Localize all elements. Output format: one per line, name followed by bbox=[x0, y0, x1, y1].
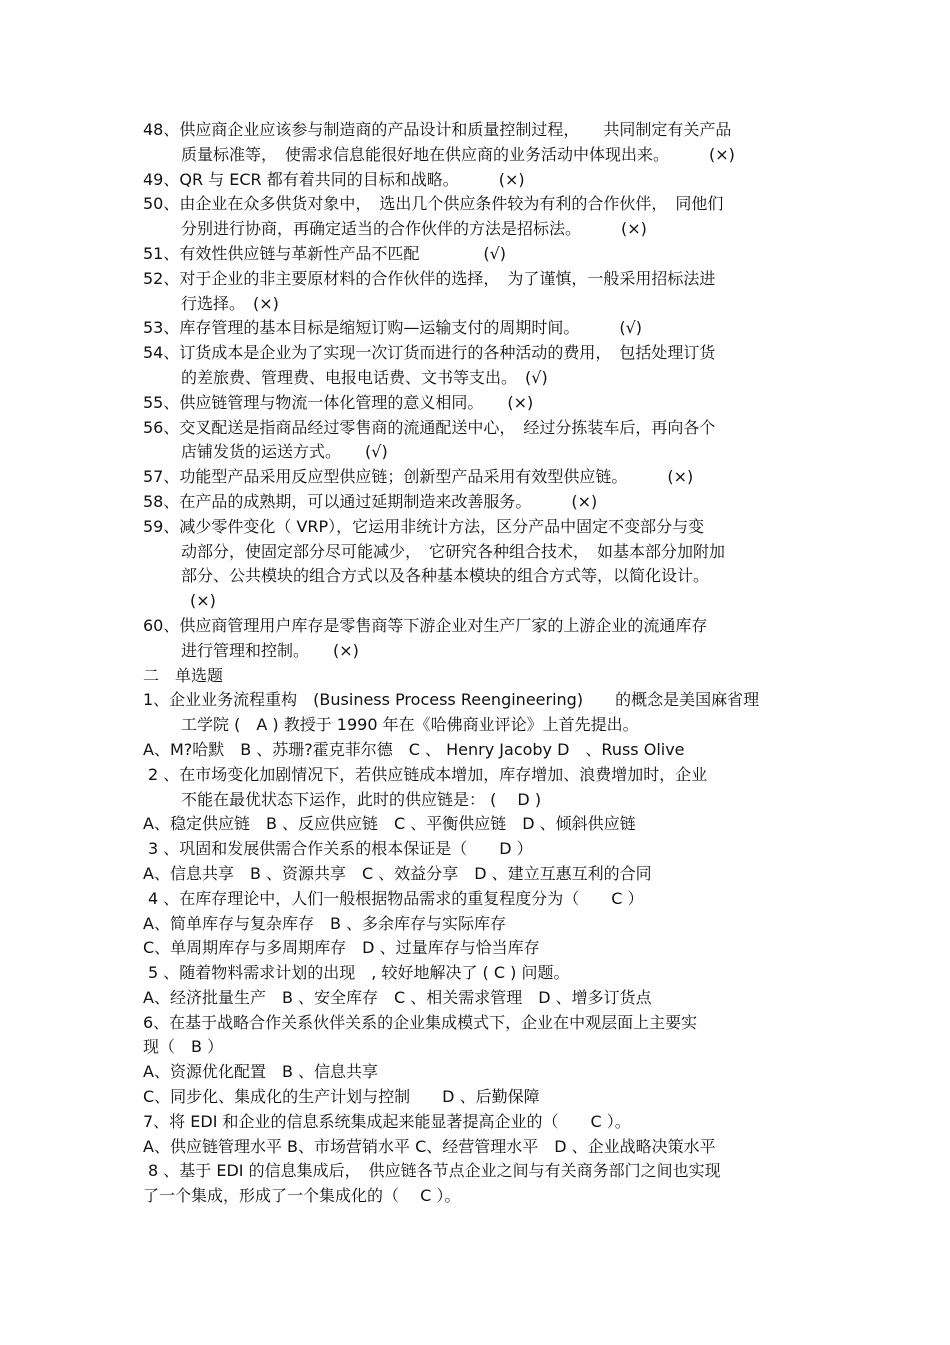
text-line: A、供应链管理水平 B、市场营销水平 C、经营管理水平 D 、企业战略决策水平 bbox=[143, 1136, 716, 1156]
text-line: 分别进行协商，再确定适当的合作伙伴的方法是招标法。 (×) bbox=[181, 219, 647, 239]
text-line: 了一个集成，形成了一个集成化的（ C ）。 bbox=[143, 1186, 461, 1206]
text-line: 二 单选题 bbox=[143, 665, 224, 685]
text-line: A、经济批量生产 B 、安全库存 C 、相关需求管理 D 、增多订货点 bbox=[143, 987, 652, 1007]
text-line: 51、有效性供应链与革新性产品不匹配 (√) bbox=[143, 243, 507, 263]
text-line: 3 、巩固和发展供需合作关系的根本保证是（ D ） bbox=[148, 839, 533, 859]
document-body bbox=[143, 118, 813, 1209]
text-line: A、稳定供应链 B 、反应供应链 C 、平衡供应链 D 、倾斜供应链 bbox=[143, 814, 636, 834]
text-line: 4 、在库存理论中，人们一般根据物品需求的重复程度分为（ C ） bbox=[148, 888, 644, 908]
text-line: 质量标准等， 使需求信息能很好地在供应商的业务活动中体现出来。 (×) bbox=[181, 144, 735, 164]
text-line: 2 、在市场变化加剧情况下，若供应链成本增加，库存增加、浪费增加时，企业 bbox=[148, 764, 708, 784]
text-line: 50、由企业在众多供货对象中， 选出几个供应条件较为有利的合作伙伴， 同他们 bbox=[143, 194, 724, 214]
text-line: (×) bbox=[190, 591, 216, 611]
text-line: 6、在基于战略合作关系伙伴关系的企业集成模式下，企业在中观层面上主要实 bbox=[143, 1012, 698, 1032]
text-line: 48、供应商企业应该参与制造商的产品设计和质量控制过程， 共同制定有关产品 bbox=[143, 120, 732, 139]
text-line: 动部分，使固定部分尽可能减少， 它研究各种组合技术， 如基本部分加附加 bbox=[181, 541, 726, 561]
text-line: 49、QR 与 ECR 都有着共同的目标和战略。 (×) bbox=[143, 169, 525, 189]
text-line: 59、减少零件变化（ VRP），它运用非统计方法，区分产品中固定不变部分与变 bbox=[143, 516, 705, 536]
text-line: A、M?哈默 B 、苏珊?霍克菲尔德 C 、 Henry Jacoby D 、Russ Olive bbox=[143, 739, 685, 759]
text-line: 5 、随着物料需求计划的出现 , 较好地解决了 ( C ) 问题。 bbox=[148, 963, 570, 983]
text-line: 部分、公共模块的组合方式以及各种基本模块的组合方式等，以简化设计。 bbox=[181, 566, 710, 586]
text-line: 8 、基于 EDI 的信息集成后， 供应链各节点企业之间与有关商务部门之间也实现 bbox=[148, 1161, 721, 1181]
text-line: 58、在产品的成熟期，可以通过延期制造来改善服务。 (×) bbox=[143, 491, 598, 511]
text-line: 店铺发货的运送方式。 (√) bbox=[181, 442, 388, 462]
text-line: 7、将 EDI 和企业的信息系统集成起来能显著提高企业的（ C ）。 bbox=[143, 1111, 631, 1131]
text-line: C、同步化、集成化的生产计划与控制 D 、后勤保障 bbox=[143, 1087, 540, 1107]
text-line: 行选择。 (×) bbox=[181, 293, 279, 313]
text-line: A、资源优化配置 B 、信息共享 bbox=[143, 1062, 379, 1082]
text-line: 52、对于企业的非主要原材料的合作伙伴的选择， 为了谨慎，一般采用招标法进 bbox=[143, 268, 716, 288]
text-line: 54、订货成本是企业为了实现一次订货而进行的各种活动的费用， 包括处理订货 bbox=[143, 343, 716, 363]
text-line: 工学院 ( A ) 教授于 1990 年在《哈佛商业评论》上首先提出。 bbox=[181, 715, 639, 735]
text-line: 1、企业业务流程重构 (Business Process Reengineering) 的概念是美国麻省理 bbox=[143, 690, 760, 710]
text-line: 60、供应商管理用户库存是零售商等下游企业对生产厂家的上游企业的流通库存 bbox=[143, 615, 708, 635]
text-line: 53、库存管理的基本目标是缩短订购—运输支付的周期时间。 (√) bbox=[143, 318, 643, 338]
text-line: 56、交叉配送是指商品经过零售商的流通配送中心， 经过分拣装车后，再向各个 bbox=[143, 417, 716, 437]
text-line: A、信息共享 B 、资源共享 C 、效益分享 D 、建立互惠互利的合同 bbox=[143, 863, 652, 883]
text-line: 57、功能型产品采用反应型供应链；创新型产品采用有效型供应链。 (×) bbox=[143, 467, 694, 487]
text-line: 的差旅费、管理费、电报电话费、文书等支出。 (√) bbox=[181, 367, 548, 387]
text-line: 55、供应链管理与物流一体化管理的意义相同。 (×) bbox=[143, 392, 534, 412]
text-line: 不能在最优状态下运作，此时的供应链是： ( D ) bbox=[181, 789, 542, 809]
text-line: 现（ B ） bbox=[143, 1037, 224, 1057]
text-line: A、简单库存与复杂库存 B 、多余库存与实际库存 bbox=[143, 913, 507, 933]
text-line: 进行管理和控制。 (×) bbox=[181, 640, 359, 660]
text-line: C、单周期库存与多周期库存 D 、过量库存与恰当库存 bbox=[143, 938, 540, 958]
